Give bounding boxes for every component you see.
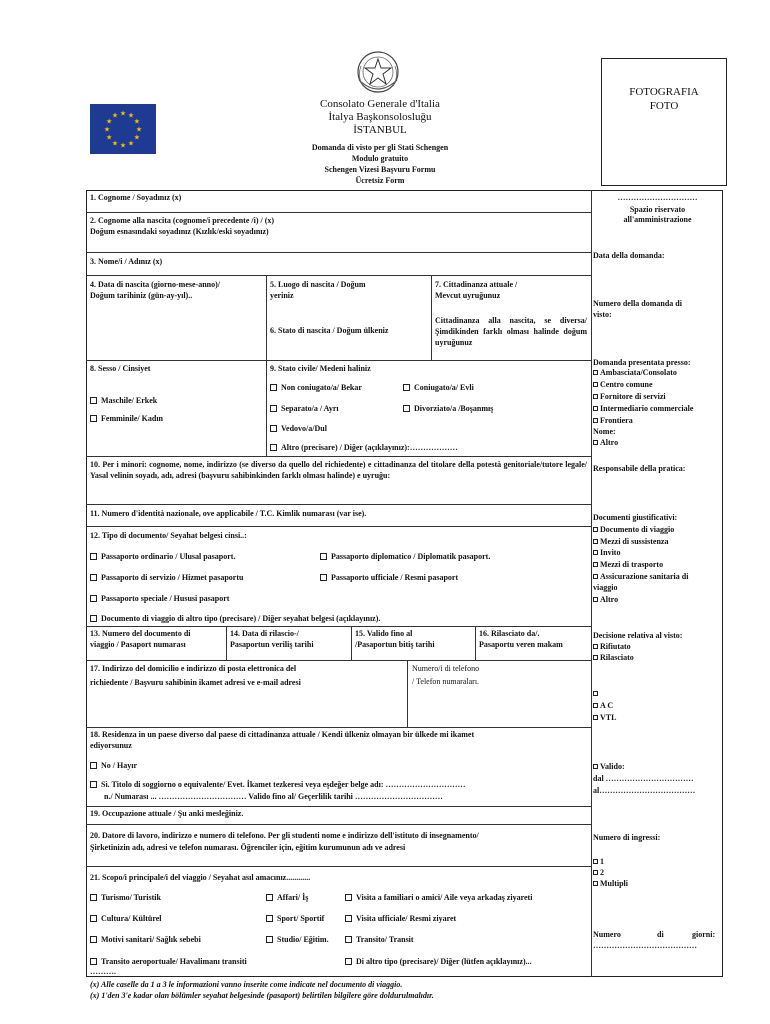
admin-number-label-2: visto: bbox=[593, 310, 612, 319]
sex-female-option[interactable]: Femminile/ Kadın bbox=[90, 414, 163, 424]
checkbox[interactable] bbox=[320, 574, 327, 581]
admin-submitted-center[interactable]: Centro comune bbox=[593, 380, 653, 390]
consulate-name-tr: İtalya Başkonsolosluğu bbox=[328, 111, 432, 123]
footnote-tr: (x) 1'den 3'e kadar olan bölümler seyahat belgesinde (pasaport) belirtilen bilgilere göre doldurulmalıdır. bbox=[90, 991, 434, 1000]
photo-label-tr: FOTO bbox=[649, 100, 679, 112]
field-10-label: 10. Per i minori: cognome, nome, indirizzo (se diverso da quello del richiedente) e cittadinanza del titolare della potestà genitoriale/tutore legale/ Yasal velinin soyadı, adı, adresi (başvuru sahibinkinden farklı olması halinde) e uyruğu: bbox=[90, 460, 587, 480]
admin-decision-refused[interactable]: Rifiutato bbox=[593, 642, 631, 652]
field-7-label-tr: Mevcut uyruğunuz bbox=[435, 291, 501, 300]
admin-reserved-1: Spazio riservato bbox=[629, 205, 686, 214]
checkbox[interactable] bbox=[270, 444, 277, 451]
checkbox[interactable] bbox=[403, 384, 410, 391]
purpose-culture-option[interactable]: Cultura/ Kültürel bbox=[90, 914, 162, 924]
admin-reserved-2: all'amministrazione bbox=[623, 215, 692, 224]
civil-married-option[interactable]: Coniugato/a/ Evli bbox=[403, 383, 474, 393]
admin-date-label: Data della domanda: bbox=[593, 251, 665, 260]
eu-flag bbox=[90, 104, 156, 154]
civil-unmarried-option[interactable]: Non coniugato/a/ Bekar bbox=[270, 383, 362, 393]
checkbox[interactable] bbox=[90, 958, 97, 965]
passport-ordinary-option[interactable]: Passaporto ordinario / Ulusal pasaport. bbox=[90, 552, 235, 562]
city-name: İSTANBUL bbox=[353, 124, 407, 136]
admin-entries-1[interactable]: 1 bbox=[593, 857, 604, 867]
phone-label: Numero/i di telefono bbox=[412, 664, 480, 673]
admin-submitted-provider[interactable]: Fornitore di servizi bbox=[593, 392, 666, 402]
field-1-label: 1. Cognome / Soyadınız (x) bbox=[90, 193, 182, 202]
purpose-medical-option[interactable]: Motivi sanitari/ Sağlık sebebi bbox=[90, 935, 201, 945]
field-4-label-tr: Doğum tarihiniz (gün-ay-yıl).. bbox=[90, 291, 193, 300]
purpose-tourism-option[interactable]: Turismo/ Turistik bbox=[90, 893, 161, 903]
sex-male-option[interactable]: Maschile/ Erkek bbox=[90, 396, 157, 406]
footnote-it: (x) Alle caselle da 1 a 3 le informazioni vanno inserite come indicate nel documento di viaggio. bbox=[90, 980, 403, 989]
checkbox[interactable] bbox=[90, 595, 97, 602]
eu-star: ★ bbox=[135, 125, 143, 134]
eu-star: ★ bbox=[119, 141, 127, 150]
civil-other-option[interactable]: Altro (precisare) / Diğer (açıklayınız):……………… bbox=[270, 443, 458, 453]
field-16-label-tr: Pasaportu veren makam bbox=[479, 640, 563, 649]
admin-doc-invite[interactable]: Invito bbox=[593, 548, 620, 558]
checkbox[interactable] bbox=[266, 915, 273, 922]
admin-decision-label: Decisione relativa al visto: bbox=[593, 631, 683, 640]
admin-dots: ………………………… bbox=[617, 193, 698, 202]
field-5-label: 5. Luogo di nascita / Doğum bbox=[270, 280, 366, 289]
passport-service-option[interactable]: Passaporto di servizio / Hizmet pasaportu bbox=[90, 573, 243, 583]
purpose-airport-transit-option[interactable]: Transito aeroportuale/ Havalimanı transiti bbox=[90, 957, 247, 967]
form-subtitle-1: Domanda di visto per gli Stati Schengen bbox=[311, 143, 449, 152]
field-7-label: 7. Cittadinanza attuale / bbox=[435, 280, 518, 289]
residence-no-option[interactable]: No / Hayır bbox=[90, 761, 137, 771]
field-3-label: 3. Nome/i / Adınız (x) bbox=[90, 257, 163, 266]
field-16-label: 16. Rilasciato da/. bbox=[479, 629, 540, 638]
purpose-official-option[interactable]: Visita ufficiale/ Resmi ziyaret bbox=[345, 914, 456, 924]
checkbox[interactable] bbox=[90, 762, 97, 769]
checkbox[interactable] bbox=[90, 397, 97, 404]
field-14-label-tr: Pasaportun veriliş tarihi bbox=[230, 640, 314, 649]
field-21-label: 21. Scopo/i principale/i del viaggio / Seyahat asıl amacınız............ bbox=[90, 873, 311, 882]
form-subtitle-4: Ücretsiz Form bbox=[355, 176, 405, 185]
field-17-label: 17. Indirizzo del domicilio e indirizzo di posta elettronica del bbox=[90, 664, 297, 673]
field-18-label: 18. Residenza in un paese diverso dal paese di cittadinanza attuale / Kendi ülkeniz olmayan bir ülkede mi ikamet bbox=[90, 730, 475, 739]
passport-special-option[interactable]: Passaporto speciale / Hususi pasaport bbox=[90, 594, 229, 604]
field-12-label: 12. Tipo di documento/ Seyahat belgesi cinsi..: bbox=[90, 531, 247, 540]
eu-star: ★ bbox=[133, 133, 140, 142]
residence-number-line: n./ Numarası ... …………………………… Valido fino al/ Geçerlilik tarihi …………………………… bbox=[104, 792, 443, 801]
purpose-transit-option[interactable]: Transito/ Transit bbox=[345, 935, 414, 945]
checkbox[interactable] bbox=[345, 894, 352, 901]
field-9-label: 9. Stato civile/ Medeni haliniz bbox=[270, 364, 371, 373]
checkbox[interactable] bbox=[90, 936, 97, 943]
eu-star: ★ bbox=[111, 111, 119, 120]
field-2-label: 2. Cognome alla nascita (cognome/i precedente /i) / (x) bbox=[90, 216, 275, 225]
admin-submitted-label: Domanda presentata presso: bbox=[593, 358, 691, 367]
admin-number-label: Numero della domanda di bbox=[593, 299, 682, 308]
purpose-other-dots: ………. bbox=[90, 967, 116, 976]
field-18-label-2: ediyorsunuz bbox=[90, 741, 132, 750]
checkbox[interactable] bbox=[270, 425, 277, 432]
purpose-study-option[interactable]: Studio/ Eğitim. bbox=[266, 935, 329, 945]
checkbox[interactable] bbox=[90, 574, 97, 581]
admin-days-dots: ………………………………… bbox=[593, 941, 697, 950]
field-7-birth-citizenship: Cittadinanza alla nascita, se diversa/ Şimdikinden farklı olması halinde doğum uyruğunuz bbox=[435, 316, 587, 347]
eu-star: ★ bbox=[119, 109, 127, 118]
admin-entries-multi[interactable]: Multipli bbox=[593, 879, 628, 889]
field-17-label-tr: richiedente / Başvuru sahibinin ikamet adresi ve e-mail adresi bbox=[90, 678, 301, 687]
admin-valid-to: al……………………………… bbox=[593, 786, 696, 795]
admin-days-label-a: Numero bbox=[593, 930, 621, 939]
admin-name-label: Nome: bbox=[593, 427, 616, 436]
admin-doc-means[interactable]: Mezzi di sussistenza bbox=[593, 537, 668, 547]
admin-docs-label: Documenti giustificativi: bbox=[593, 513, 678, 522]
form-subtitle-3: Schengen Vizesi Başvuru Formu bbox=[324, 165, 436, 174]
checkbox[interactable] bbox=[90, 415, 97, 422]
eu-star: ★ bbox=[133, 117, 140, 126]
field-13-label: 13. Numero del documento di bbox=[90, 629, 191, 638]
consulate-name-it: Consolato Generale d'Italia bbox=[320, 98, 440, 110]
purpose-other-option[interactable]: Di altro tipo (precisare)/ Diğer (lütfen açıklayınız)... bbox=[345, 957, 532, 967]
purpose-family-option[interactable]: Visita a familiari o amici/ Aile veya arkadaş ziyareti bbox=[345, 893, 532, 903]
eu-stars-icon bbox=[90, 104, 156, 154]
admin-responsible-label: Responsabile della pratica: bbox=[593, 464, 686, 473]
phone-label-tr: / Telefon numaraları. bbox=[412, 677, 480, 686]
eu-star: ★ bbox=[127, 139, 135, 148]
admin-decision-issued[interactable]: Rilasciato bbox=[593, 653, 634, 663]
eu-star: ★ bbox=[103, 125, 111, 134]
admin-valid-from: dal …………………………… bbox=[593, 774, 694, 783]
checkbox[interactable] bbox=[90, 553, 97, 560]
photo-label-it: FOTOGRAFIA bbox=[629, 86, 699, 98]
eu-star: ★ bbox=[106, 117, 113, 126]
italian-emblem bbox=[353, 46, 403, 96]
admin-doc-travel[interactable]: Documento di viaggio bbox=[593, 525, 674, 535]
checkbox[interactable] bbox=[266, 936, 273, 943]
form-subtitle-2: Modulo gratuito bbox=[351, 154, 409, 163]
admin-days-label-b: di bbox=[657, 930, 664, 939]
star-emblem-icon bbox=[353, 46, 403, 96]
checkbox[interactable] bbox=[90, 615, 97, 622]
field-19-label: 19. Occupazione attuale / Şu anki mesleğiniz. bbox=[90, 809, 244, 818]
admin-doc-insurance[interactable]: Assicurazione sanitaria di bbox=[593, 572, 688, 582]
field-2-label-tr: Doğum esnasındaki soyadınız (Kızlık/eski soyadınız) bbox=[90, 227, 269, 236]
eu-star: ★ bbox=[127, 111, 135, 120]
checkbox[interactable] bbox=[345, 958, 352, 965]
field-11-label: 11. Numero d'identità nazionale, ove applicabile / T.C. Kimlik numarası (var ise). bbox=[90, 509, 367, 518]
eu-star: ★ bbox=[106, 133, 113, 142]
admin-visa-vtl[interactable]: VTL bbox=[593, 713, 616, 723]
checkbox[interactable] bbox=[90, 894, 97, 901]
field-6-label: 6. Stato di nascita / Doğum ülkeniz bbox=[270, 326, 389, 335]
checkbox[interactable] bbox=[90, 915, 97, 922]
field-5-label-tr: yeriniz bbox=[270, 291, 294, 300]
admin-blank-box[interactable] bbox=[593, 689, 600, 699]
admin-submitted-border[interactable]: Frontiera bbox=[593, 416, 633, 426]
residence-yes-option[interactable]: Sì. Titolo di soggiorno o equivalente/ Evet. İkamet tezkeresi veya eşdeğer belge adı: ………………………… bbox=[90, 780, 466, 790]
admin-submitted-other[interactable]: Altro bbox=[593, 438, 618, 448]
field-13-label-tr: viaggio / Pasaport numarası bbox=[90, 640, 186, 649]
field-20-label: 20. Datore di lavoro, indirizzo e numero di telefono. Per gli studenti nome e indirizzo dell'istituto di insegnamento/ bbox=[90, 831, 479, 840]
admin-visa-ac[interactable]: A C bbox=[593, 701, 613, 711]
admin-submitted-intermediary[interactable]: Intermediario commerciale bbox=[593, 404, 693, 414]
checkbox[interactable] bbox=[266, 894, 273, 901]
admin-valid[interactable]: Valido: bbox=[593, 762, 625, 772]
field-4-label: 4. Data di nascita (giorno-mese-anno)/ bbox=[90, 280, 220, 289]
checkbox[interactable] bbox=[90, 781, 97, 788]
field-20-label-tr: Şirketinizin adı, adresi ve telefon numarası. Öğrenciler için, eğitim kurumunun adı ve adresi bbox=[90, 843, 406, 852]
checkbox[interactable] bbox=[403, 405, 410, 412]
field-8-label: 8. Sesso / Cinsiyet bbox=[90, 364, 151, 373]
purpose-sport-option[interactable]: Sport/ Sportif bbox=[266, 914, 324, 924]
checkbox[interactable] bbox=[345, 915, 352, 922]
checkbox[interactable] bbox=[320, 553, 327, 560]
field-14-label: 14. Data di rilascio-/ bbox=[230, 629, 299, 638]
passport-other-option[interactable]: Documento di viaggio di altro tipo (precisare) / Diğer seyahat belgesi (açıklayınız). bbox=[90, 614, 380, 624]
admin-doc-insurance-2: viaggio bbox=[593, 583, 618, 592]
civil-separated-option[interactable]: Separato/a / Ayrı bbox=[270, 404, 339, 414]
admin-doc-transport[interactable]: Mezzi di trasporto bbox=[593, 560, 663, 570]
checkbox[interactable] bbox=[270, 405, 277, 412]
admin-doc-other[interactable]: Altro bbox=[593, 595, 618, 605]
checkbox[interactable] bbox=[270, 384, 277, 391]
field-15-label-tr: /Pasaportun bitiş tarihi bbox=[355, 640, 435, 649]
checkbox[interactable] bbox=[345, 936, 352, 943]
admin-submitted-embassy[interactable]: Ambasciata/Consolato bbox=[593, 368, 677, 378]
passport-diplomatic-option[interactable]: Passaporto diplomatico / Diplomatik pasaport. bbox=[320, 552, 490, 562]
photo-box bbox=[601, 58, 727, 186]
admin-days-label-c: giorni: bbox=[692, 930, 716, 939]
civil-widowed-option[interactable]: Vedovo/a/Dul bbox=[270, 424, 327, 434]
civil-divorced-option[interactable]: Divorziato/a /Boşanmış bbox=[403, 404, 493, 414]
eu-star: ★ bbox=[111, 139, 119, 148]
purpose-business-option[interactable]: Affari/ İş bbox=[266, 893, 308, 903]
admin-entries-label: Numero di ingressi: bbox=[593, 833, 661, 842]
field-15-label: 15. Valido fino al bbox=[355, 629, 413, 638]
admin-entries-2[interactable]: 2 bbox=[593, 868, 604, 878]
passport-official-option[interactable]: Passaporto ufficiale / Resmi pasaport bbox=[320, 573, 458, 583]
